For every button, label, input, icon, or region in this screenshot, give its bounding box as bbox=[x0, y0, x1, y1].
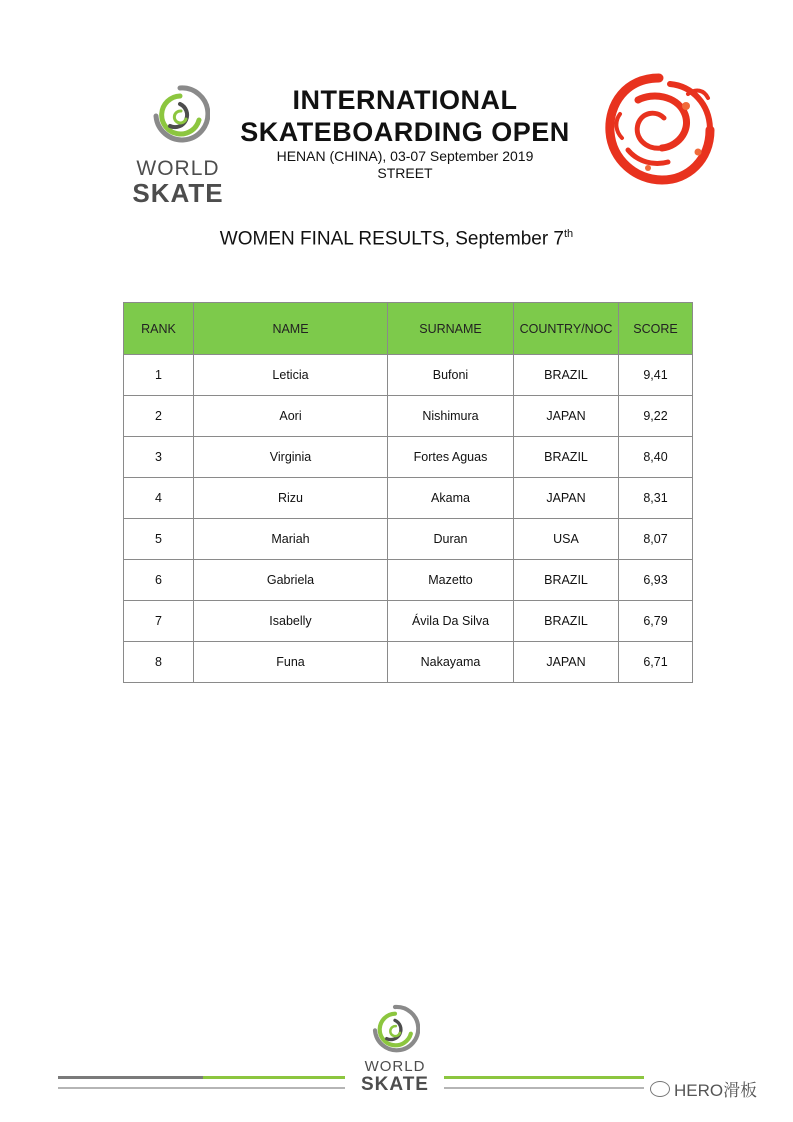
cell-rank: 7 bbox=[124, 601, 194, 642]
cell-rank: 1 bbox=[124, 355, 194, 396]
event-title-line2: SKATEBOARDING OPEN bbox=[240, 117, 570, 147]
table-header-row bbox=[124, 303, 693, 355]
footer-rule-right-green bbox=[444, 1076, 644, 1079]
footer-world-skate-logo bbox=[355, 1002, 435, 1097]
watermark-text: HERO滑板 bbox=[674, 1081, 758, 1100]
event-title-line1: INTERNATIONAL bbox=[292, 85, 518, 115]
cell-rank: 6 bbox=[124, 560, 194, 601]
cell-surname: Nishimura bbox=[388, 396, 514, 437]
cell-surname: Bufoni bbox=[388, 355, 514, 396]
cell-score: 6,79 bbox=[619, 601, 693, 642]
table-row bbox=[124, 560, 693, 601]
cell-score: 6,93 bbox=[619, 560, 693, 601]
world-skate-logo bbox=[128, 82, 228, 207]
cell-name: Aori bbox=[194, 396, 388, 437]
table-row bbox=[124, 642, 693, 683]
column-header-country: COUNTRY/NOC bbox=[514, 303, 619, 355]
cell-score: 8,31 bbox=[619, 478, 693, 519]
cell-surname: Duran bbox=[388, 519, 514, 560]
table-row bbox=[124, 437, 693, 478]
hero-watermark bbox=[650, 1076, 757, 1101]
results-heading bbox=[0, 228, 793, 250]
cell-name: Rizu bbox=[194, 478, 388, 519]
cell-name: Funa bbox=[194, 642, 388, 683]
footer-rule-right-gray-lower bbox=[444, 1087, 644, 1089]
column-header-name: NAME bbox=[194, 303, 388, 355]
table-row bbox=[124, 519, 693, 560]
results-table bbox=[123, 302, 693, 683]
cell-country: JAPAN bbox=[514, 642, 619, 683]
footer-rule-left-gray bbox=[58, 1076, 203, 1079]
footer-logo-world-text: WORLD bbox=[364, 1058, 426, 1075]
cell-surname: Fortes Aguas bbox=[388, 437, 514, 478]
cell-score: 6,71 bbox=[619, 642, 693, 683]
event-discipline: STREET bbox=[377, 165, 433, 181]
world-skate-logo-icon bbox=[150, 82, 210, 152]
cell-surname: Ávila Da Silva bbox=[388, 601, 514, 642]
table-row bbox=[124, 396, 693, 437]
cell-country: USA bbox=[514, 519, 619, 560]
cell-surname: Akama bbox=[388, 478, 514, 519]
logo-skate-text: SKATE bbox=[132, 178, 224, 208]
cell-country: BRAZIL bbox=[514, 560, 619, 601]
cell-surname: Nakayama bbox=[388, 642, 514, 683]
event-title-block bbox=[230, 84, 580, 182]
wechat-icon bbox=[650, 1081, 670, 1097]
cell-name: Virginia bbox=[194, 437, 388, 478]
footer-rule-left-green bbox=[203, 1076, 345, 1079]
cell-score: 8,40 bbox=[619, 437, 693, 478]
logo-world-text: WORLD bbox=[136, 157, 220, 180]
column-header-rank: RANK bbox=[124, 303, 194, 355]
dragon-emblem-icon bbox=[598, 70, 720, 188]
cell-name: Isabelly bbox=[194, 601, 388, 642]
cell-rank: 2 bbox=[124, 396, 194, 437]
cell-surname: Mazetto bbox=[388, 560, 514, 601]
table-row bbox=[124, 601, 693, 642]
footer-logo-skate-text: SKATE bbox=[361, 1074, 429, 1095]
cell-name: Mariah bbox=[194, 519, 388, 560]
cell-name: Leticia bbox=[194, 355, 388, 396]
cell-rank: 3 bbox=[124, 437, 194, 478]
cell-rank: 5 bbox=[124, 519, 194, 560]
world-skate-logo-icon bbox=[370, 1002, 420, 1057]
cell-name: Gabriela bbox=[194, 560, 388, 601]
table-row bbox=[124, 478, 693, 519]
event-location-dates: HENAN (CHINA), 03-07 September 2019 bbox=[276, 148, 534, 164]
results-heading-suffix: th bbox=[564, 228, 574, 240]
results-heading-text: WOMEN FINAL RESULTS, September 7 bbox=[219, 228, 564, 250]
table-row bbox=[124, 355, 693, 396]
cell-score: 8,07 bbox=[619, 519, 693, 560]
cell-country: JAPAN bbox=[514, 396, 619, 437]
cell-country: BRAZIL bbox=[514, 601, 619, 642]
cell-score: 9,22 bbox=[619, 396, 693, 437]
column-header-surname: SURNAME bbox=[388, 303, 514, 355]
cell-country: BRAZIL bbox=[514, 355, 619, 396]
cell-rank: 8 bbox=[124, 642, 194, 683]
footer-rule-left-gray-lower bbox=[58, 1087, 345, 1089]
cell-score: 9,41 bbox=[619, 355, 693, 396]
cell-country: JAPAN bbox=[514, 478, 619, 519]
cell-rank: 4 bbox=[124, 478, 194, 519]
cell-country: BRAZIL bbox=[514, 437, 619, 478]
column-header-score: SCORE bbox=[619, 303, 693, 355]
